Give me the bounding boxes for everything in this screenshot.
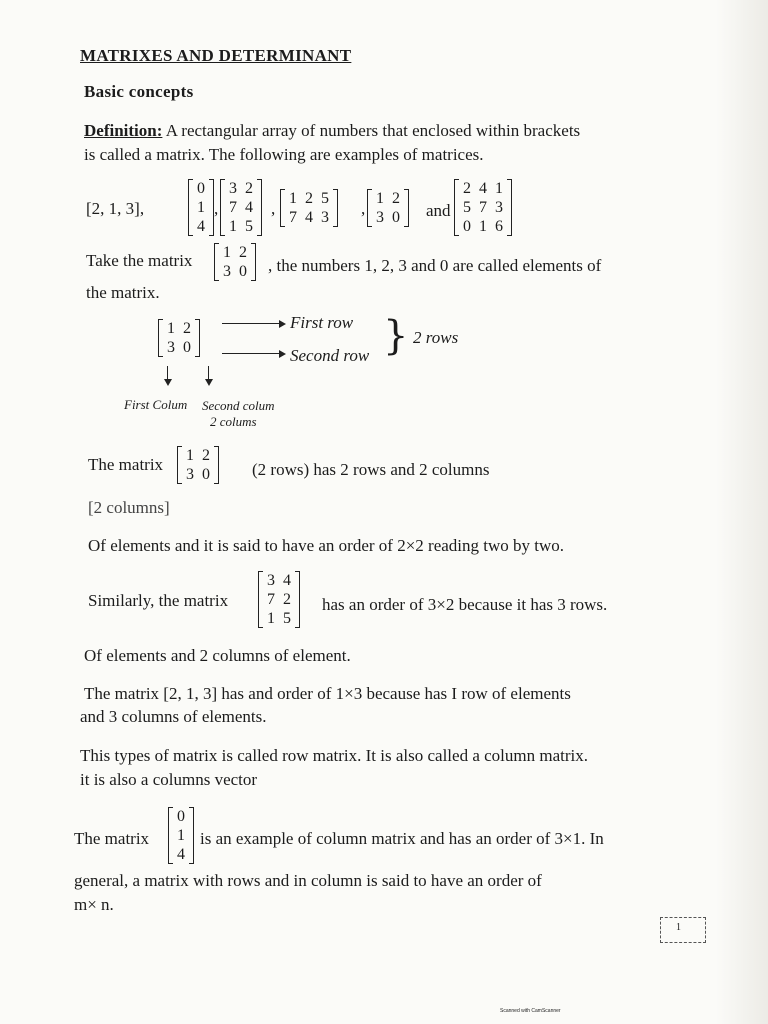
definition-text-1: A rectangular array of numbers that enclosed within brackets xyxy=(165,121,581,140)
matrix-element: 6 xyxy=(495,218,503,235)
matrix-row xyxy=(372,208,404,227)
matrix-element: 7 xyxy=(229,199,237,216)
p8-prefix: The matrix xyxy=(74,829,150,848)
matrix-element: 7 xyxy=(479,199,487,216)
matrix-element: 5 xyxy=(321,190,329,207)
matrix-element: 3 xyxy=(376,209,384,226)
matrix-row xyxy=(225,198,257,217)
matrix-body xyxy=(372,189,404,227)
first-col-label: First Colum xyxy=(124,397,188,412)
second-col-arrow xyxy=(208,366,209,384)
matrix-element: 0 xyxy=(177,808,185,825)
page-shadow-edge xyxy=(716,0,768,1024)
p4-prefix: Similarly, the matrix xyxy=(88,591,229,610)
matrix-element: 3 xyxy=(186,466,194,483)
p7-line-2: it is also a columns vector xyxy=(80,770,258,789)
matrix-body xyxy=(219,243,251,281)
matrix-row xyxy=(182,446,214,465)
matrix-element: 3 xyxy=(267,572,275,589)
p1-matrix xyxy=(177,446,219,484)
take-matrix-line-2: the matrix. xyxy=(86,283,160,302)
matrix-element: 0 xyxy=(202,466,210,483)
matrix-element: 1 xyxy=(167,320,175,337)
matrix-element: 4 xyxy=(479,180,487,197)
matrix-element: 1 xyxy=(223,244,231,261)
matrix-row xyxy=(459,198,507,217)
matrix-element: 3 xyxy=(321,209,329,226)
page-number-box xyxy=(660,917,706,943)
matrix-element: 3 xyxy=(223,263,231,280)
matrix-row xyxy=(263,609,295,628)
first-col-arrow xyxy=(167,366,168,384)
matrix-row xyxy=(219,243,251,262)
matrix-row xyxy=(225,217,257,236)
matrix-element: 2 xyxy=(392,190,400,207)
matrix-row xyxy=(163,338,195,357)
take-matrix xyxy=(214,243,256,281)
example-matrix-3 xyxy=(280,189,338,227)
matrix-element: 2 xyxy=(239,244,247,261)
matrix-element: 2 xyxy=(183,320,191,337)
matrix-element: 7 xyxy=(267,591,275,608)
matrix-element: 3 xyxy=(229,180,237,197)
diagram-matrix xyxy=(158,319,200,357)
matrix-element: 2 xyxy=(463,180,471,197)
matrix-row xyxy=(263,590,295,609)
matrix-element: 2 xyxy=(202,447,210,464)
matrix-element: 1 xyxy=(267,610,275,627)
matrix-element: 0 xyxy=(392,209,400,226)
p7-line-1: This types of matrix is called row matrix. It is also called a column matrix. xyxy=(80,746,588,765)
p9-line-2: m× n. xyxy=(74,895,114,914)
p3: Of elements and it is said to have an order of 2×2 reading two by two. xyxy=(88,536,565,555)
second-col-label: Second colum xyxy=(202,398,275,413)
matrix-element: 5 xyxy=(283,610,291,627)
matrix-element: 1 xyxy=(186,447,194,464)
page-title: MATRIXES AND DETERMINANT xyxy=(80,46,352,65)
matrix-body xyxy=(182,446,214,484)
example-matrix-1 xyxy=(188,179,214,236)
take-matrix-suffix: , the numbers 1, 2, 3 and 0 are called elements of xyxy=(268,256,602,275)
matrix-element: 1 xyxy=(229,218,237,235)
matrix-row xyxy=(173,845,189,864)
matrix-body xyxy=(173,807,189,864)
cols-count-label: 2 colums xyxy=(210,414,257,429)
p6-line-1: The matrix [2, 1, 3] has and order of 1×3 because has I row of elements xyxy=(84,684,571,703)
matrix-element: 2 xyxy=(283,591,291,608)
separator: , xyxy=(214,199,219,218)
p4-suffix: has an order of 3×2 because it has 3 rows. xyxy=(322,595,608,614)
first-row-label: First row xyxy=(290,313,354,332)
rows-brace: } xyxy=(383,313,409,359)
matrix-row xyxy=(193,198,209,217)
matrix-element: 4 xyxy=(177,846,185,863)
matrix-row xyxy=(263,571,295,590)
matrix-element: 1 xyxy=(376,190,384,207)
matrix-row xyxy=(285,208,333,227)
page-number: 1 xyxy=(676,922,681,933)
definition-line-2: is called a matrix. The following are examples of matrices. xyxy=(84,145,484,164)
row-vector-example: [2, 1, 3], xyxy=(86,199,145,218)
p9-line-1: general, a matrix with rows and in column is said to have an order of xyxy=(74,871,542,890)
matrix-row xyxy=(459,179,507,198)
and-text: and xyxy=(426,201,451,220)
example-matrix-4 xyxy=(367,189,409,227)
separator: , xyxy=(271,199,276,218)
matrix-row xyxy=(182,465,214,484)
take-matrix-prefix: Take the matrix xyxy=(86,251,193,270)
p8-suffix: is an example of column matrix and has an order of 3×1. In xyxy=(200,829,604,848)
matrix-body xyxy=(193,179,209,236)
p8-matrix xyxy=(168,807,194,864)
matrix-element: 7 xyxy=(289,209,297,226)
example-matrix-5 xyxy=(454,179,512,236)
matrix-element: 5 xyxy=(245,218,253,235)
matrix-element: 2 xyxy=(305,190,313,207)
second-row-label: Second row xyxy=(290,346,370,365)
p2-fragment: [2 columns] xyxy=(88,498,170,517)
p1-prefix: The matrix xyxy=(88,455,164,474)
matrix-row xyxy=(163,319,195,338)
matrix-body xyxy=(459,179,507,236)
matrix-body xyxy=(285,189,333,227)
matrix-element: 3 xyxy=(495,199,503,216)
matrix-element: 3 xyxy=(167,339,175,356)
matrix-element: 1 xyxy=(289,190,297,207)
matrix-row xyxy=(173,826,189,845)
matrix-row xyxy=(173,807,189,826)
p6-line-2: and 3 columns of elements. xyxy=(80,707,267,726)
matrix-row xyxy=(459,217,507,236)
matrix-row xyxy=(193,179,209,198)
definition-term: Definition: xyxy=(84,121,163,140)
matrix-element: 1 xyxy=(495,180,503,197)
matrix-element: 4 xyxy=(305,209,313,226)
second-row-arrow xyxy=(222,353,284,354)
matrix-body xyxy=(263,571,295,628)
separator: , xyxy=(361,199,366,218)
matrix-body xyxy=(163,319,195,357)
matrix-element: 5 xyxy=(463,199,471,216)
matrix-element: 1 xyxy=(479,218,487,235)
matrix-element: 0 xyxy=(463,218,471,235)
matrix-row xyxy=(285,189,333,208)
matrix-element: 4 xyxy=(245,199,253,216)
matrix-element: 1 xyxy=(197,199,205,216)
matrix-element: 0 xyxy=(197,180,205,197)
p1-suffix: (2 rows) has 2 rows and 2 columns xyxy=(252,460,490,479)
matrix-element: 1 xyxy=(177,827,185,844)
p4-matrix xyxy=(258,571,300,628)
matrix-row xyxy=(193,217,209,236)
definition-line-1 xyxy=(84,121,580,141)
matrix-element: 0 xyxy=(183,339,191,356)
matrix-row xyxy=(225,179,257,198)
rows-count-label: 2 rows xyxy=(413,328,459,347)
example-matrix-2 xyxy=(220,179,262,236)
matrix-body xyxy=(225,179,257,236)
scanner-footer: Scanned with CamScanner xyxy=(500,1008,561,1014)
matrix-element: 4 xyxy=(197,218,205,235)
matrix-element: 2 xyxy=(245,180,253,197)
section-subtitle: Basic concepts xyxy=(84,82,194,101)
p5: Of elements and 2 columns of element. xyxy=(84,646,351,665)
matrix-row xyxy=(372,189,404,208)
matrix-element: 0 xyxy=(239,263,247,280)
matrix-row xyxy=(219,262,251,281)
matrix-element: 4 xyxy=(283,572,291,589)
first-row-arrow xyxy=(222,323,284,324)
